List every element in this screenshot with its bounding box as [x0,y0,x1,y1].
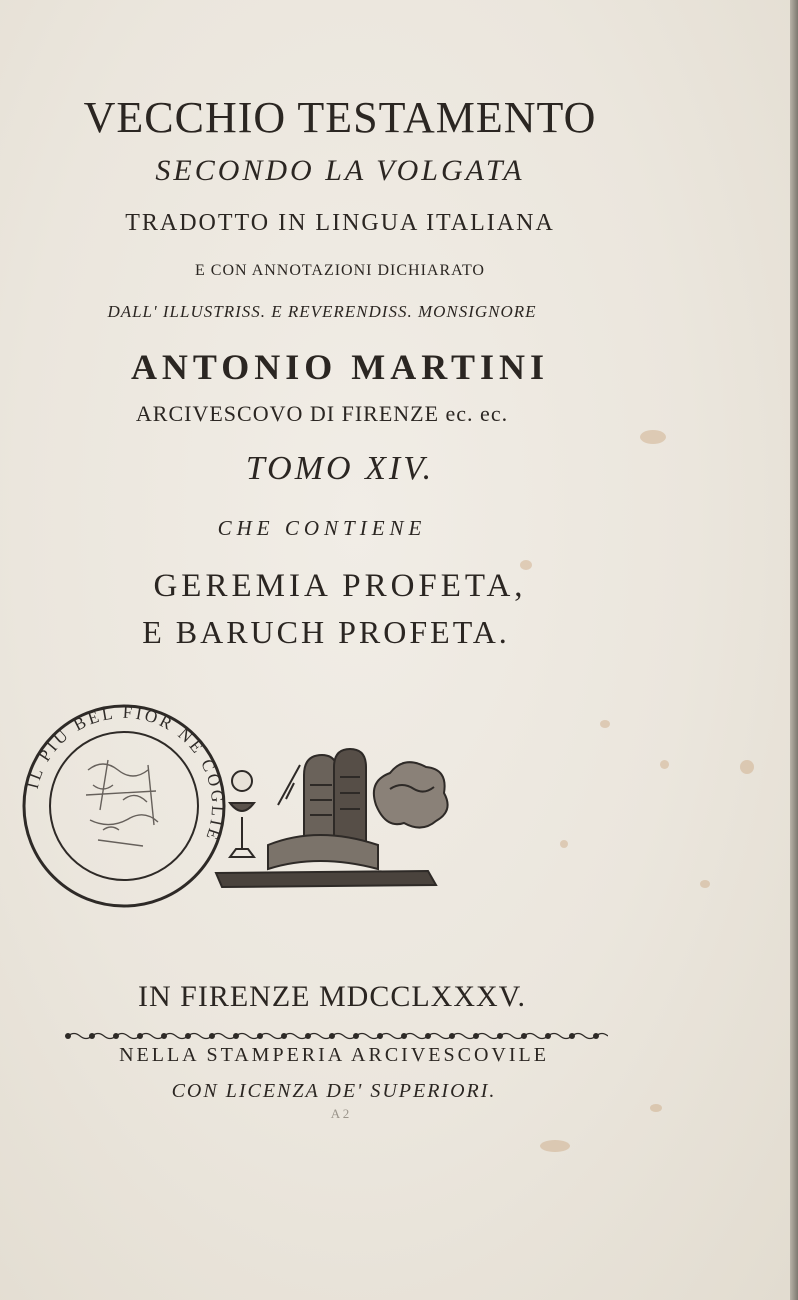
foxing-spot [660,760,669,769]
stamp-text: IL PIU BEL FIOR NE COGLIE [22,702,228,845]
book-title: VECCHIO TESTAMENTO [83,93,597,142]
annotations-line: E CON ANNOTAZIONI DICHIARATO [195,262,485,279]
author-title: ARCIVESCOVO DI FIRENZE ec. ec. [135,401,509,426]
contains-label: CHE CONTIENE [217,516,427,540]
foxing-spot [560,840,568,848]
library-stamp [18,700,230,912]
license-line: CON LICENZA DE' SUPERIORI. [171,1080,497,1102]
foxing-spot [650,1104,662,1112]
foxing-spot [640,430,666,444]
foxing-spot [700,880,710,888]
page-edge [790,0,798,1300]
contents-line-1: GEREMIA PROFETA, [153,568,527,604]
ornamental-rule [62,1030,608,1042]
book-subtitle: SECONDO LA VOLGATA [155,154,525,187]
imprint-place-date: IN FIRENZE MDCCLXXXV. [138,980,526,1013]
foxing-spot [540,1140,570,1152]
author-name: ANTONIO MARTINI [130,347,550,387]
translation-line: TRADOTTO IN LINGUA ITALIANA [125,210,555,236]
foxing-spot [520,560,532,570]
foxing-spot [600,720,610,728]
volume-number: TOMO XIV. [245,450,435,487]
dedication-line: DALL' ILLUSTRISS. E REVERENDISS. MONSIGNORE [107,302,537,321]
foxing-spot [740,760,754,774]
signature-mark: A 2 [330,1106,350,1121]
printers-vignette [208,745,456,897]
printer-line: NELLA STAMPERIA ARCIVESCOVILE [119,1044,549,1066]
contents-line-2: E BARUCH PROFETA. [142,614,510,650]
